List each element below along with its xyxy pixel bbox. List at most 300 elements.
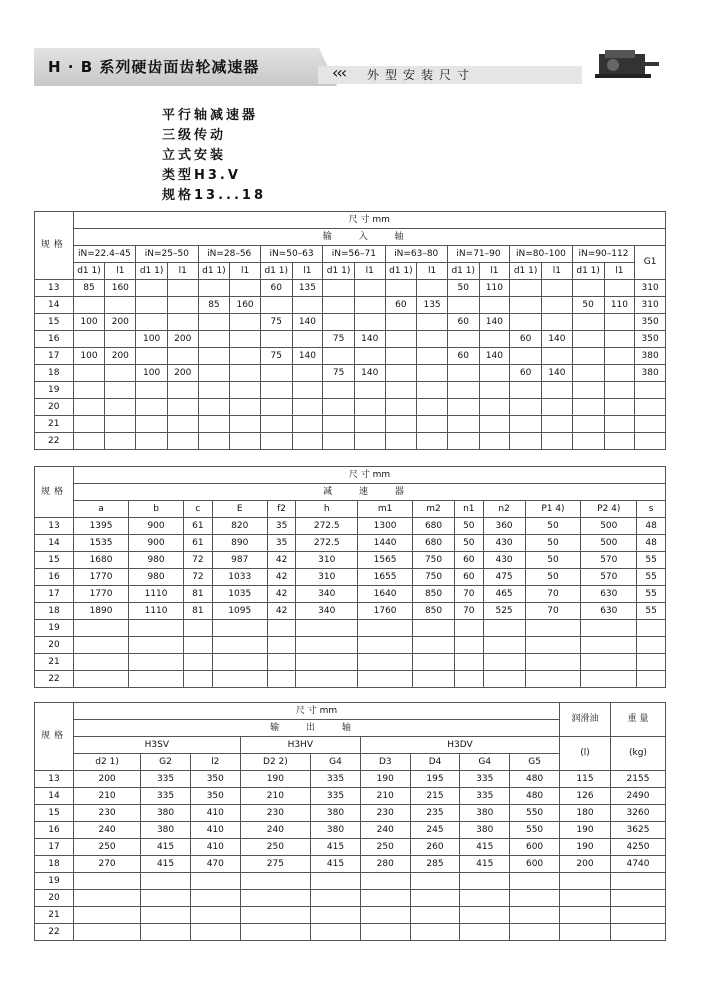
value-cell [510,314,542,331]
value-cell [510,890,560,907]
value-cell: 600 [510,856,560,873]
value-cell [510,873,560,890]
value-cell [74,924,141,941]
value-cell [74,890,141,907]
value-cell [198,331,230,348]
value-cell: 630 [581,603,637,620]
value-cell: 1680 [74,552,129,569]
table-row [35,586,666,603]
value-cell: 1770 [74,569,129,586]
value-cell: 140 [292,314,323,331]
value-cell [572,331,604,348]
value-cell [267,620,296,637]
value-cell: 335 [311,771,361,788]
value-cell [510,280,542,297]
value-cell [460,907,510,924]
value-cell: 550 [510,822,560,839]
type-h3dv-header: H3DV [360,737,559,754]
table-row [35,924,666,941]
value-cell [73,331,105,348]
value-cell [311,924,361,941]
input-shaft-header: 输 入 轴 [73,229,665,246]
value-cell [637,620,666,637]
reducer-header: 减 速 器 [74,484,666,501]
value-cell [354,314,385,331]
value-cell: 230 [240,805,310,822]
value-cell: 900 [129,535,184,552]
value-cell [354,297,385,314]
size-cell: 18 [35,856,74,873]
value-cell: 380 [311,822,361,839]
value-cell: 750 [413,569,455,586]
d1-header: d1 1) [510,263,542,280]
value-cell [240,924,310,941]
value-cell [260,297,292,314]
value-cell [410,890,460,907]
value-cell [198,416,230,433]
value-cell [483,654,525,671]
value-cell: 1565 [358,552,413,569]
value-cell [360,907,410,924]
value-cell: 335 [141,788,191,805]
value-cell: 680 [413,518,455,535]
value-cell [296,637,358,654]
value-cell [198,399,230,416]
value-cell: 200 [74,771,141,788]
value-cell [413,637,455,654]
value-cell [417,314,448,331]
value-cell: 680 [413,535,455,552]
value-cell [510,924,560,941]
value-cell [311,873,361,890]
header-row [35,703,666,720]
size-cell: 18 [35,603,74,620]
value-cell [136,382,168,399]
value-cell [260,416,292,433]
value-cell [136,433,168,450]
column-header: m2 [413,501,455,518]
value-cell: 335 [460,788,510,805]
table-row [35,433,666,450]
value-cell: 380 [141,805,191,822]
value-cell [354,399,385,416]
value-cell: 240 [74,822,141,839]
size-cell: 17 [35,348,74,365]
table-row [35,839,666,856]
output-shaft-table [34,702,666,941]
value-cell [385,348,417,365]
value-cell: 380 [311,805,361,822]
value-cell [323,399,355,416]
column-header: G2 [141,754,191,771]
size-cell: 20 [35,890,74,907]
weight-cell: 2155 [611,771,666,788]
value-cell: 1395 [74,518,129,535]
value-cell [105,399,136,416]
weight-cell [611,873,666,890]
table-row [35,518,666,535]
value-cell: 240 [240,822,310,839]
dimension-header: 尺 寸 mm [73,212,665,229]
value-cell: 430 [483,535,525,552]
value-cell: 70 [525,603,581,620]
oil-unit: (l) [560,737,611,771]
value-cell [542,416,573,433]
value-cell [267,654,296,671]
value-cell: 550 [510,805,560,822]
value-cell: 140 [479,348,510,365]
value-cell: 245 [410,822,460,839]
d1-header: d1 1) [447,263,479,280]
value-cell [542,297,573,314]
value-cell: 75 [260,314,292,331]
value-cell [604,416,635,433]
value-cell: 55 [637,569,666,586]
value-cell [525,671,581,688]
size-cell: 13 [35,771,74,788]
value-cell [525,620,581,637]
value-cell: 200 [105,314,136,331]
value-cell [460,873,510,890]
value-cell [212,637,267,654]
value-cell [260,399,292,416]
value-cell: 140 [354,365,385,382]
page-title: H · B 系列硬齿面齿轮减速器 [48,58,260,76]
value-cell: 335 [460,771,510,788]
d1-header: d1 1) [198,263,230,280]
value-cell [190,924,240,941]
value-cell [129,654,184,671]
value-cell: 340 [296,586,358,603]
value-cell [230,314,261,331]
value-cell [604,399,635,416]
table-row [35,620,666,637]
value-cell: 42 [267,586,296,603]
table-row [35,788,666,805]
value-cell: 42 [267,569,296,586]
value-cell: 525 [483,603,525,620]
value-cell: 235 [410,805,460,822]
value-cell: 72 [184,552,213,569]
weight-cell: 4250 [611,839,666,856]
value-cell [74,907,141,924]
column-header: s [637,501,666,518]
value-cell [167,399,198,416]
header-row [35,484,666,501]
value-cell: 1095 [212,603,267,620]
value-cell: 260 [410,839,460,856]
size-cell: 14 [35,788,74,805]
value-cell [292,416,323,433]
size-cell: 20 [35,399,74,416]
value-cell: 900 [129,518,184,535]
value-cell [230,365,261,382]
value-cell: 335 [311,788,361,805]
column-header: P2 4) [581,501,637,518]
value-cell [360,873,410,890]
l1-header: l1 [479,263,510,280]
value-cell: 110 [604,297,635,314]
value-cell: 75 [323,365,355,382]
value-cell [184,637,213,654]
ratio-group-header: iN=28–56 [198,246,260,263]
value-cell: 75 [323,331,355,348]
column-header: d2 1) [74,754,141,771]
value-cell [572,399,604,416]
weight-cell [611,907,666,924]
value-cell [637,654,666,671]
table-row [35,637,666,654]
value-cell: 410 [190,839,240,856]
value-cell: 50 [525,569,581,586]
value-cell [141,873,191,890]
value-cell: 160 [105,280,136,297]
size-cell: 15 [35,805,74,822]
ratio-group-header: iN=71–90 [447,246,509,263]
value-cell [292,382,323,399]
oil-cell: 190 [560,822,611,839]
value-cell [637,637,666,654]
value-cell [542,382,573,399]
size-cell: 22 [35,671,74,688]
column-header: n1 [454,501,483,518]
column-header: E [212,501,267,518]
d1-header: d1 1) [323,263,355,280]
g1-cell [635,382,666,399]
header-row [35,212,666,229]
value-cell: 470 [190,856,240,873]
table-row [35,771,666,788]
value-cell: 1760 [358,603,413,620]
value-cell [581,671,637,688]
value-cell [460,924,510,941]
value-cell [129,620,184,637]
size-cell: 18 [35,365,74,382]
d1-header: d1 1) [73,263,105,280]
value-cell [323,433,355,450]
reducer-dimensions-table [34,466,666,688]
oil-cell [560,907,611,924]
oil-cell [560,890,611,907]
value-cell [385,365,417,382]
value-cell [198,280,230,297]
value-cell [385,399,417,416]
value-cell [460,890,510,907]
value-cell [581,620,637,637]
value-cell [198,382,230,399]
value-cell: 60 [447,314,479,331]
header-row [35,467,666,484]
value-cell [358,637,413,654]
table-row [35,856,666,873]
value-cell: 310 [296,552,358,569]
value-cell: 85 [73,280,105,297]
value-cell [385,433,417,450]
value-cell [581,637,637,654]
size-cell: 13 [35,280,74,297]
value-cell [454,671,483,688]
value-cell [292,399,323,416]
value-cell: 410 [190,822,240,839]
value-cell: 380 [460,822,510,839]
value-cell [510,399,542,416]
ratio-group-header: iN=56–71 [323,246,385,263]
header-row [35,501,666,518]
value-cell: 630 [581,586,637,603]
value-cell: 135 [417,297,448,314]
value-cell [260,365,292,382]
value-cell [296,671,358,688]
value-cell: 250 [74,839,141,856]
value-cell: 35 [267,535,296,552]
value-cell: 335 [141,771,191,788]
value-cell [447,416,479,433]
value-cell [74,637,129,654]
value-cell [141,907,191,924]
value-cell: 70 [454,603,483,620]
value-cell [73,297,105,314]
value-cell [417,365,448,382]
table-row [35,907,666,924]
value-cell: 980 [129,552,184,569]
size-cell: 16 [35,331,74,348]
column-header: h [296,501,358,518]
g1-cell [635,399,666,416]
ratio-group-header: iN=22.4–45 [73,246,136,263]
value-cell [311,907,361,924]
value-cell [230,280,261,297]
value-cell [510,297,542,314]
value-cell: 430 [483,552,525,569]
value-cell [413,671,455,688]
chevron-arrows-icon: ‹‹‹ [332,63,346,82]
value-cell [410,924,460,941]
value-cell [447,331,479,348]
value-cell: 190 [360,771,410,788]
value-cell [292,365,323,382]
value-cell: 570 [581,552,637,569]
value-cell: 1535 [74,535,129,552]
value-cell [296,620,358,637]
size-cell: 16 [35,822,74,839]
desc-line: 立式安装 [162,148,227,163]
type-h3hv-header: H3HV [240,737,360,754]
value-cell: 230 [74,805,141,822]
value-cell: 850 [413,603,455,620]
value-cell: 1035 [212,586,267,603]
value-cell [447,433,479,450]
value-cell [323,297,355,314]
value-cell [479,382,510,399]
table-row [35,399,666,416]
value-cell [447,297,479,314]
value-cell: 50 [525,552,581,569]
size-cell: 14 [35,535,74,552]
value-cell [479,416,510,433]
value-cell [410,873,460,890]
value-cell [73,365,105,382]
value-cell: 160 [230,297,261,314]
value-cell: 70 [525,586,581,603]
value-cell: 480 [510,771,560,788]
value-cell: 48 [637,535,666,552]
size-cell: 21 [35,907,74,924]
desc-line: 规格13...18 [162,188,266,203]
value-cell [73,382,105,399]
value-cell: 280 [360,856,410,873]
value-cell: 415 [141,839,191,856]
value-cell: 1033 [212,569,267,586]
value-cell: 570 [581,569,637,586]
value-cell [129,671,184,688]
value-cell: 270 [74,856,141,873]
value-cell [385,382,417,399]
value-cell: 350 [190,771,240,788]
value-cell: 272.5 [296,535,358,552]
g1-cell: 310 [635,297,666,314]
value-cell [240,873,310,890]
value-cell [479,433,510,450]
size-header: 规格 [35,212,74,280]
value-cell [212,620,267,637]
value-cell: 240 [360,822,410,839]
value-cell: 1110 [129,603,184,620]
value-cell [604,382,635,399]
value-cell [105,365,136,382]
oil-cell [560,873,611,890]
value-cell [358,671,413,688]
header-row [35,229,666,246]
column-header: D4 [410,754,460,771]
value-cell: 750 [413,552,455,569]
weight-cell [611,924,666,941]
column-header: D2 2) [240,754,310,771]
value-cell: 987 [212,552,267,569]
column-header: l2 [190,754,240,771]
table-row [35,280,666,297]
ratio-group-header: iN=25–50 [136,246,198,263]
value-cell [604,280,635,297]
value-cell: 81 [184,586,213,603]
table-row [35,569,666,586]
value-cell [323,314,355,331]
value-cell [296,654,358,671]
value-cell: 50 [447,280,479,297]
size-cell: 21 [35,416,74,433]
value-cell [510,433,542,450]
desc-line: 类型H3.V [162,168,241,183]
value-cell: 35 [267,518,296,535]
value-cell [447,399,479,416]
value-cell: 210 [360,788,410,805]
value-cell: 140 [542,365,573,382]
l1-header: l1 [105,263,136,280]
oil-cell: 126 [560,788,611,805]
value-cell: 140 [292,348,323,365]
value-cell [454,620,483,637]
size-cell: 16 [35,569,74,586]
l1-header: l1 [354,263,385,280]
weight-cell: 3260 [611,805,666,822]
g1-cell: 350 [635,314,666,331]
value-cell [525,637,581,654]
value-cell: 210 [240,788,310,805]
table-row [35,314,666,331]
value-cell: 410 [190,805,240,822]
value-cell [74,654,129,671]
value-cell: 200 [167,365,198,382]
value-cell [483,671,525,688]
